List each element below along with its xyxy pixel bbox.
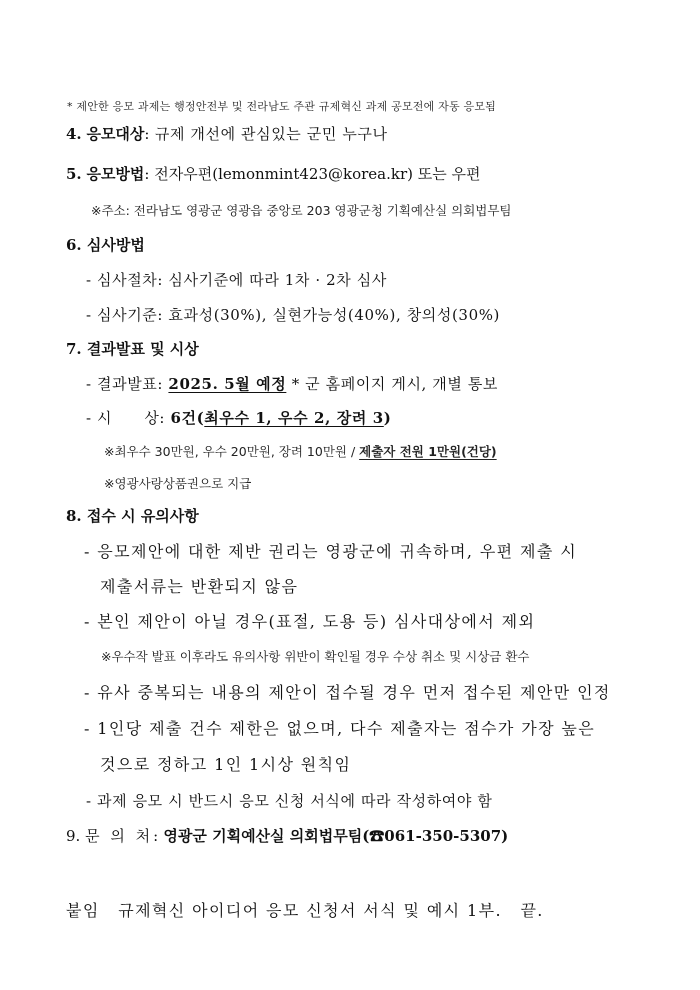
review-procedure: - 심사절차: 심사기준에 따라 1차 · 2차 심사	[86, 271, 387, 289]
attachment-line	[66, 898, 544, 921]
announcement-line	[86, 373, 498, 394]
section-text: 규제 개선에 관심있는 군민 누구나	[149, 125, 388, 143]
section-title: 심사방법	[86, 236, 145, 254]
award-detail: 최우수 1, 우수 2, 장려 3	[204, 409, 384, 427]
section-number: 4.	[66, 125, 82, 143]
prize-amounts: ※최우수 30만원, 우수 20만원, 장려 10만원 /	[104, 444, 360, 459]
attachment-label: 붙임	[66, 901, 100, 920]
section-title: 문 의 처	[85, 827, 154, 845]
section-number: 9.	[66, 827, 81, 845]
attachment-text: 규제혁신 아이디어 응모 신청서 서식 및 예시 1부.	[118, 901, 502, 920]
contact-info: 영광군 기획예산실 의회법무팀(☎061-350-5307)	[158, 827, 509, 845]
list-item: - 1인당 제출 건수 제한은 없으며, 다수 제출자는 점수가 가장 높은	[84, 719, 596, 738]
section-title: 응모대상	[86, 125, 145, 143]
announce-date: 2025. 5월 예정	[168, 375, 287, 393]
section-8-heading	[66, 505, 199, 526]
section-text: 전자우편(lemonmint423@korea.kr) 또는 우편	[149, 165, 481, 183]
section-number: 7.	[66, 340, 82, 358]
section-5	[66, 163, 480, 184]
prize-all-submitters: 제출자 전원 1만원(건당)	[359, 444, 497, 459]
notice-line: * 제안한 응모 과제는 행정안전부 및 전라남도 주관 규제혁신 과제 공모전에 자동 응모됨	[67, 100, 496, 113]
list-item: - 응모제안에 대한 제반 권리는 영광군에 귀속하며, 우편 제출 시	[84, 542, 578, 561]
attachment-end: 끝.	[520, 901, 544, 920]
section-number: 6.	[66, 236, 82, 254]
section-9	[66, 825, 508, 846]
prize-note	[104, 442, 497, 460]
colon: :	[144, 125, 150, 143]
award-count: 6건(	[170, 409, 205, 427]
section-number: 5.	[66, 165, 82, 183]
list-item: - 유사 중복되는 내용의 제안이 접수될 경우 먼저 접수된 제안만 인정	[84, 683, 611, 702]
list-item: - 본인 제안이 아닐 경우(표절, 도용 등) 심사대상에서 제외	[84, 612, 536, 631]
announce-label: - 결과발표:	[86, 375, 169, 393]
section-6-heading	[66, 234, 145, 255]
list-item: - 과제 응모 시 반드시 응모 신청 서식에 따라 작성하여야 함	[86, 792, 493, 810]
payment-note: ※영광사랑상품권으로 지급	[104, 476, 252, 491]
section-title: 접수 시 유의사항	[86, 507, 199, 525]
announce-note: * 군 홈페이지 게시, 개별 통보	[286, 375, 499, 393]
colon: :	[153, 827, 159, 845]
award-close: )	[383, 409, 392, 427]
colon: :	[144, 165, 150, 183]
list-item: 것으로 정하고 1인 1시상 원칙임	[100, 755, 352, 774]
section-title: 결과발표 및 시상	[86, 340, 199, 358]
review-criteria: - 심사기준: 효과성(30%), 실현가능성(40%), 창의성(30%)	[86, 306, 501, 324]
award-line	[86, 407, 391, 428]
list-note: ※우수작 발표 이후라도 유의사항 위반이 확인될 경우 수상 취소 및 시상금 환수	[101, 649, 530, 664]
section-4	[66, 123, 388, 144]
award-label: - 시 상:	[86, 409, 171, 427]
section-number: 8.	[66, 507, 82, 525]
list-item: 제출서류는 반환되지 않음	[100, 577, 299, 596]
section-title: 응모방법	[86, 165, 145, 183]
address-note: ※주소: 전라남도 영광군 영광읍 중앙로 203 영광군청 기획예산실 의회법무팀	[91, 203, 512, 218]
section-7-heading	[66, 338, 199, 359]
